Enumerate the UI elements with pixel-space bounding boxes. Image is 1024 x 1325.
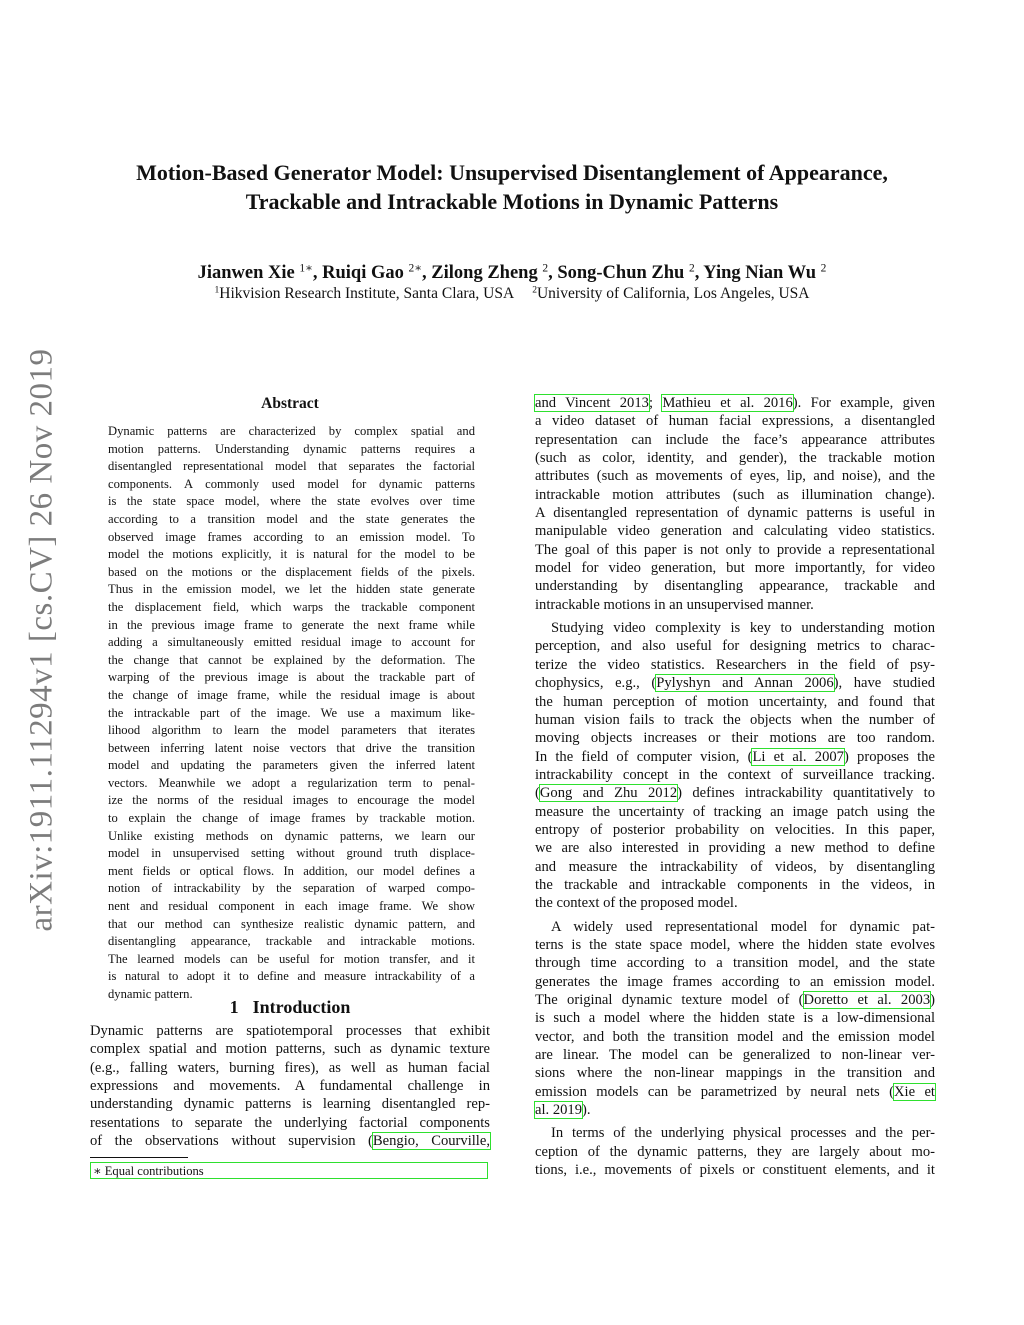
intro-left-column [90,1022,490,1150]
citation-link[interactable]: Xie et [893,1083,935,1100]
author-mark: 2 [820,262,827,275]
abstract-line: lihood algorithm to learn the model parameters that iterates [108,723,475,738]
body-line: the human perception of motion uncertainty, and found that [535,693,935,710]
affiliations [60,284,964,304]
body-line: In terms of the underlying physical processes and the per- [551,1125,935,1142]
body-line [535,674,935,692]
abstract-line: vectors. Meanwhile we adopt a regularization term to penal- [108,775,475,790]
abstract-line: is the state space model, where the state evolves over time [108,494,475,509]
abstract-body [108,423,475,1004]
author-mark: 2 [688,262,695,275]
text-segment: emission models can be parametrized by neural nets ( [535,1083,894,1100]
body-line [535,1101,935,1119]
text-segment: of the observations without supervision ( [90,1133,373,1150]
body-line: a video dataset of human facial expressions, a disentangled [535,413,935,430]
citation-link[interactable]: Gong and Zhu 2012 [539,785,678,802]
text-segment: In the field of computer vision, ( [535,748,753,765]
text-segment: chophysics, e.g., ( [535,675,657,692]
section-heading-introduction [90,996,490,1018]
body-line: understanding dynamic patterns is learning disentangled rep- [90,1096,490,1113]
abstract-line: between inferring latent noise vectors that drive the transition [108,740,475,755]
body-line: intrackability concept in the context of surveillance tracking. [535,766,935,783]
abstract-line: the displacement field, which warps the trackable component [108,599,475,614]
abstract-line: according to a transition model and the state generates the [108,511,475,526]
citation-link[interactable]: Bengio, Courville, [372,1133,490,1150]
body-line [535,748,935,766]
body-line: understanding by disentangling appearance, trackable and [535,578,935,595]
body-line [535,394,935,412]
text-segment: ). [582,1102,591,1119]
abstract-line: nent and residual component in each image frame. We show [108,899,475,914]
abstract-heading: Abstract [261,395,319,412]
affiliation-mark: 1 [214,284,220,296]
body-line: A widely used representational model for dynamic pat- [551,918,935,935]
body-line: Dynamic patterns are spatiotemporal processes that exhibit [90,1023,490,1039]
text-segment: ) proposes the [843,748,935,765]
abstract-line: motion patterns. Understanding dynamic patterns requires a [108,441,475,456]
body-line: complex spatial and motion patterns, such as dynamic texture [90,1041,490,1058]
abstract-line: model in unsupervised setting without ground truth displace- [108,846,475,861]
title-line-1: Motion-Based Generator Model: Unsupervised Disentanglement of Appearance, [136,160,888,185]
paper-title [60,158,964,216]
abstract-line: to explain the change of image frames by trackable motion. [108,811,475,826]
title-line-2: Trackable and Intrackable Motions in Dynamic Patterns [245,189,779,214]
body-line [90,1132,490,1150]
text-segment: ) defines intrackability quantitatively to [677,785,935,802]
body-line: tions, i.e., movements of pixels or constituent elements, and it [535,1162,935,1179]
text-segment: ; [648,395,663,411]
body-line: manipulable video generation and calculating video statistics. [535,523,935,540]
author-mark: 1∗ [299,262,313,275]
abstract-line: warping of the previous image is about the trackable part of [108,670,475,685]
body-line [535,1083,935,1101]
body-line: (e.g., falling waters, burning fires), as well as human facial [90,1059,490,1076]
body-line: entropy of posterior probability on velocities. In this paper, [535,821,935,838]
body-line: sions where the non-linear mappings in the transition and [535,1065,935,1082]
citation-link[interactable]: al. 2019 [535,1102,583,1119]
body-line: moving objects increases or their motions are too random. [535,730,935,747]
abstract-line: disentangling appearance, trackable and intrackable motions. [108,934,475,949]
abstract-line: notion of intrackability by the separation of warped compo- [108,881,475,896]
body-line: is such a model where the hidden state is a low-dimensional [535,1010,935,1027]
affiliation-mark: 2 [532,284,537,296]
abstract-line: the change that cannot be explained by the deformation. The [108,652,475,667]
citation-link[interactable]: and Vincent 2013 [535,395,649,411]
abstract-line: Thus in the emission model, we let the hidden state generate [108,582,475,597]
abstract-line: in the previous image frame to generate the next frame while [108,617,475,632]
body-line: generates the image frames according to an emission model. [535,973,935,990]
abstract-line: components. A commonly used model for dynamic patterns [108,476,475,491]
footnote-rule [90,1157,188,1158]
body-line: resentations to separate the underlying factorial components [90,1114,490,1131]
section-number: 1 [229,997,239,1017]
author-list: Jianwen Xie $^{1∗}$, Ruiqi Gao $^{2∗}$, Zilong Zheng $^2$, Song-Chun Zhu $^2$, Ying Nian Wu $^2$ [197,262,827,283]
author-mark: 2 [542,262,549,275]
citation-link[interactable]: Mathieu et al. 2016 [662,395,793,411]
abstract-line: disentangled representational model that separates the factorial [108,459,475,474]
abstract-line: the change of image frame, while the residual image is about [108,687,475,702]
abstract-line: Dynamic patterns are characterized by complex spatial and [108,424,475,438]
author-name: Zilong Zheng [431,263,538,283]
author-name: Song-Chun Zhu [557,263,685,283]
text-segment: ( [535,785,540,802]
text-segment: The original dynamic texture model of ( [535,992,804,1008]
body-line: representation can include the face’s appearance attributes [535,431,935,448]
body-line: intrackable motions in an unsupervised manner. [535,596,814,613]
body-line: we are also interested in providing a new method to define [535,840,935,857]
text-segment: ) [930,992,935,1008]
body-line: are linear. The model can be generalized to non-linear ver- [535,1047,935,1064]
body-line: and measure the intrackability of videos, by disentangling [535,858,935,875]
body-line: ception of the dynamic patterns, they are largely about mo- [535,1143,935,1160]
body-line: intrackable motion attributes (such as illumination change). [535,486,935,503]
footnote[interactable]: ∗ Equal contributions [90,1162,488,1179]
abstract-line: the intrackable part of the image. We use a maximum like- [108,705,475,720]
abstract-line: adding a simultaneously emitted residual image to account for [108,635,475,650]
body-line: terize the video statistics. Researchers in the field of psy- [535,656,935,673]
author-name: Jianwen Xie [197,263,295,283]
abstract-line: The learned models can be useful for motion transfer, and it [108,951,475,966]
body-line: The goal of this paper is not only to provide a representational [535,541,935,558]
arxiv-id: arXiv:1911.11294v1 [cs.CV] 26 Nov 2019 [23,348,60,932]
body-line: attributes (such as movements of eyes, lip, and noise), and the [535,468,935,485]
affiliation-text: University of California, Los Angeles, USA [536,285,810,302]
body-line [535,784,935,802]
text-segment: ). For example, given [792,395,935,411]
abstract-line: based on the motions or the displacement fields of the pixels. [108,564,475,579]
body-line: human vision fails to track the objects when the number of [535,711,935,728]
abstract-line: observed image frames according to an emission model. To [108,529,475,544]
body-line [535,991,935,1009]
body-line: measure the uncertainty of tracking an image patch using the [535,803,935,820]
author-mark: 2∗ [408,262,423,275]
text-segment: ), have studied [833,675,935,692]
intro-right-column [535,394,935,1179]
abstract-line: Unlike existing methods on dynamic patterns, we learn our [108,828,475,843]
abstract-line: that our method can synthesize realistic dynamic pattern, and [108,916,475,931]
abstract-line: ment fields or optical flows. In addition, our model defines a [108,863,475,878]
section-title: Introduction [252,997,351,1017]
abstract-line: ize the norms of the residual images to encourage the model [108,793,475,808]
citation-link[interactable]: Doretto et al. 2003 [803,992,931,1008]
body-line: terns is the state space model, where the hidden state evolves [535,936,935,953]
body-line: (such as color, identity, and gender), the trackable motion [535,450,935,467]
body-line: A disentangled representation of dynamic patterns is useful in [535,505,935,522]
body-line: vector, and both the transition model and the emission model [535,1028,935,1045]
body-line: expressions and movements. A fundamental challenge in [90,1078,490,1095]
abstract-line: model the motions explicitly, it is natural for the model to be [108,547,475,562]
body-line: the context of the proposed model. [535,895,738,912]
citation-link[interactable]: Li et al. 2007 [752,748,844,765]
affiliation-text: Hikvision Research Institute, Santa Clara, USA [219,285,515,302]
abstract-line: is natural to adopt it to define and measure intrackability of a [108,969,475,984]
body-line: model for video generation, but more importantly, for video [535,560,935,577]
author-name: Ying Nian Wu [703,263,817,283]
body-line: through time according to a transition model, and the state [535,955,935,972]
body-line: the trackable and intrackable components in the videos, in [535,876,935,893]
abstract-line: model and updating the parameters given the inferred latent [108,758,475,773]
abstract-line: dynamic pattern. [108,987,193,1001]
body-line: perception, and also useful for designing metrics to charac- [535,638,935,655]
citation-link[interactable]: Pylyshyn and Annan 2006 [656,675,834,692]
author-name: Ruiqi Gao [322,263,404,283]
body-line: Studying video complexity is key to understanding motion [551,620,935,637]
